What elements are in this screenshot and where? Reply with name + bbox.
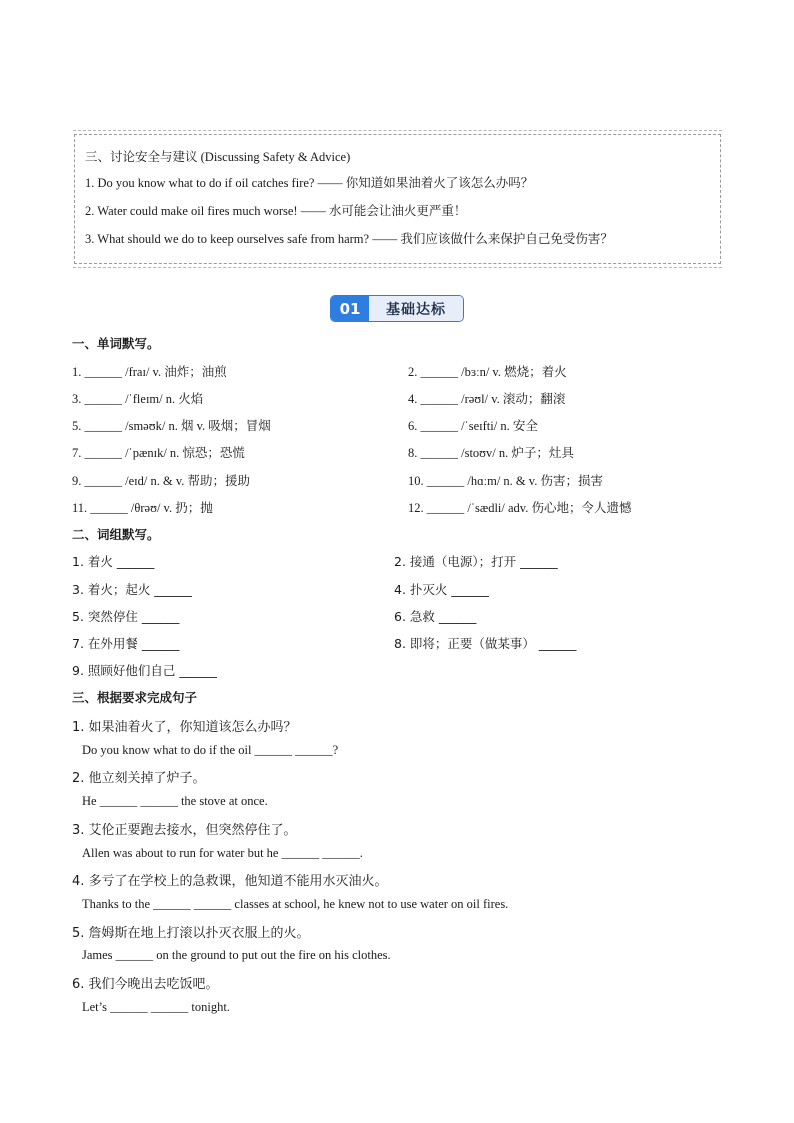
phrase-item: 5. 突然停住 ______: [72, 609, 180, 624]
phrase-item: 4. 扑灭火 ______: [394, 582, 489, 597]
discussion-title: 三、讨论安全与建议 (Discussing Safety & Advice): [85, 150, 351, 164]
sentence-english: James ______ on the ground to put out the fire on his clothes.: [82, 948, 391, 962]
vocab-item: 10. ______ /hɑːm/ n. & v. 伤害；损害: [408, 474, 603, 488]
vocab-item: 11. ______ /θrəʊ/ v. 扔；抛: [72, 501, 213, 515]
phrase-item: 1. 着火 ______: [72, 554, 155, 569]
vocab-item: 6. ______ /ˈseɪfti/ n. 安全: [408, 419, 538, 433]
part3-heading: 三、根据要求完成句子: [72, 690, 198, 705]
vocab-item: 3. ______ /ˈfleɪm/ n. 火焰: [72, 392, 204, 406]
sentence-chinese: 5. 詹姆斯在地上打滚以扑灭衣服上的火。: [72, 926, 310, 941]
phrase-item: 6. 急救 ______: [394, 609, 477, 624]
section-number: 01: [331, 296, 369, 321]
phrase-item: 3. 着火；起火 ______: [72, 582, 192, 597]
sentence-english: Allen was about to run for water but he ______ ______.: [82, 846, 363, 860]
discussion-line: 2. Water could make oil fires much worse! —— 水可能会让油火更严重！: [85, 204, 467, 218]
discussion-line: 1. Do you know what to do if oil catches fire? —— 你知道如果油着火了该怎么办吗？: [85, 176, 534, 190]
phrase-item: 8. 即将；正要（做某事） ______: [394, 636, 577, 651]
section-label: 基础达标: [369, 296, 463, 321]
phrase-item: 7. 在外用餐 ______: [72, 636, 180, 651]
vocab-item: 9. ______ /eɪd/ n. & v. 帮助；援助: [72, 474, 251, 488]
discussion-line: 3. What should we do to keep ourselves safe from harm? —— 我们应该做什么来保护自己免受伤害？: [85, 232, 613, 246]
vocab-item: 7. ______ /ˈpænɪk/ n. 惊恐；恐慌: [72, 446, 245, 460]
sentence-chinese: 3. 艾伦正要跑去接水，但突然停住了。: [72, 823, 297, 838]
sentence-chinese: 4. 多亏了在学校上的急救课，他知道不能用水灭油火。: [72, 874, 388, 889]
section-banner: [330, 295, 464, 322]
phrase-item: 2. 接通（电源）；打开 ______: [394, 554, 558, 569]
vocab-item: 12. ______ /ˈsædli/ adv. 伤心地；令人遗憾: [408, 501, 632, 515]
sentence-english: Let’s ______ ______ tonight.: [82, 1000, 230, 1014]
vocab-item: 4. ______ /rəʊl/ v. 滚动；翻滚: [408, 392, 566, 406]
sentence-chinese: 6. 我们今晚出去吃饭吧。: [72, 977, 219, 992]
sentence-chinese: 1. 如果油着火了，你知道该怎么办吗？: [72, 720, 297, 735]
vocab-item: 2. ______ /bɜːn/ v. 燃烧；着火: [408, 365, 567, 379]
vocab-item: 8. ______ /stoʊv/ n. 炉子；灶具: [408, 446, 574, 460]
sentence-chinese: 2. 他立刻关掉了炉子。: [72, 771, 206, 786]
sentence-english: Thanks to the ______ ______ classes at school, he knew not to use water on oil fires.: [82, 897, 509, 911]
phrase-item: 9. 照顾好他们自己 ______: [72, 663, 217, 678]
vocab-item: 1. ______ /fraɪ/ v. 油炸；油煎: [72, 365, 227, 379]
part1-heading: 一、单词默写。: [72, 336, 160, 351]
sentence-english: He ______ ______ the stove at once.: [82, 794, 268, 808]
part2-heading: 二、词组默写。: [72, 527, 160, 542]
vocab-item: 5. ______ /sməʊk/ n. 烟 v. 吸烟；冒烟: [72, 419, 271, 433]
sentence-english: Do you know what to do if the oil ______ ______?: [82, 743, 339, 757]
discussion-box: [74, 134, 721, 264]
